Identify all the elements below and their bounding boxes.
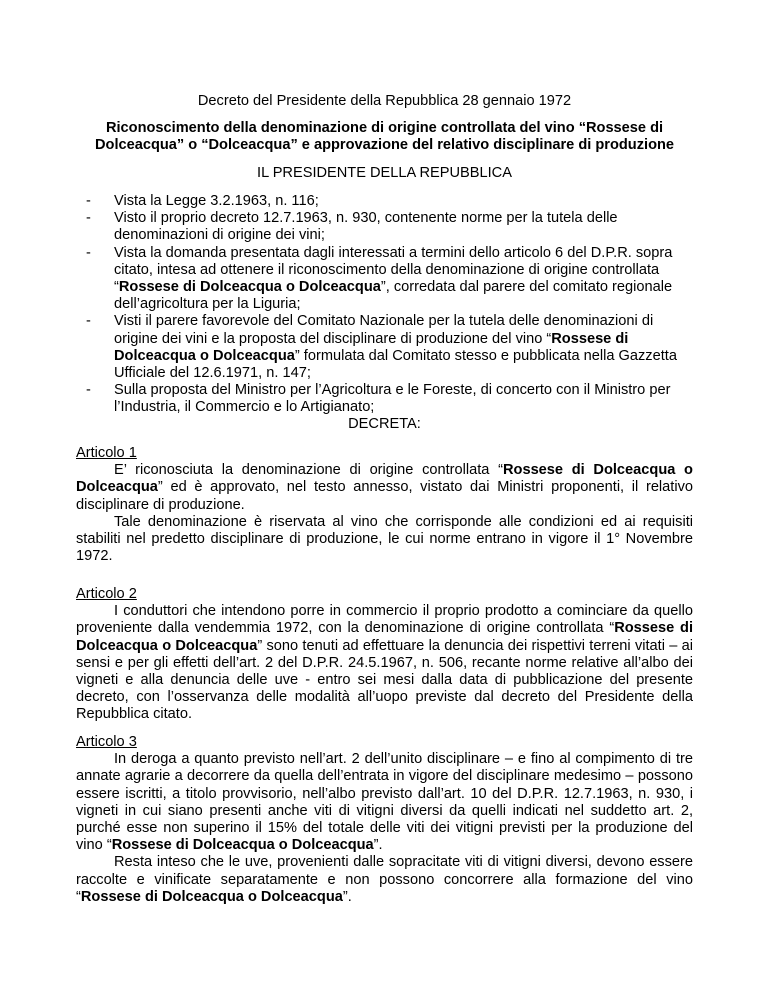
article-paragraph: I conduttori che intendono porre in commercio il proprio prodotto a cominciare da quello proveniente dalla vendemmia 1972, con la denominazione di origine controllata “Rossese di Dolceacqua o Dolceacqua” sono tenuti ad effettuare la denuncia dei rispettivi terreni vitati – ai sensi e per gli effetti dell’art. 2 del D.P.R. 24.5.1967, n. 506, recante norme relative all’albo dei vigneti e alla denuncia delle uve - entro sei mesi dalla data di pubblicazione del presente decreto, con l’osservanza delle modalità all’uopo previste dal decreto del Presidente della Repubblica citato.: [76, 603, 693, 723]
decreta-heading: DECRETA:: [348, 416, 421, 432]
wine-name: Rossese di Dolceacqua o Dolceacqua: [111, 837, 374, 854]
bullet-dash: -: [86, 382, 91, 399]
article-3: [76, 734, 693, 906]
article-1: [76, 445, 693, 565]
decree-date-heading: Decreto del Presidente della Repubblica 28 gennaio 1972: [197, 93, 572, 109]
article-paragraph: Resta inteso che le uve, provenienti dalle sopracitate viti di vitigni diversi, devono essere raccolte e vinificate separatamente e non possono concorrere alla formazione del vino “Rossese di Dolceacqua o Dolceacqua”.: [76, 854, 693, 905]
article-title: Articolo 3: [76, 734, 137, 750]
wine-name: Rossese di Dolceacqua o Dolceacqua: [118, 279, 381, 296]
preamble-item: - Vista la domanda presentata dagli interessati a termini dello articolo 6 del D.P.R. sopra citato, intesa ad ottenere il riconoscimento della denominazione di origine controllata “Rossese di Dolceacqua o Dolceacqua”, corredata dal parere del comitato regionale dell’agricoltura per la Liguria;: [86, 244, 673, 313]
article-title: Articolo 2: [76, 586, 137, 602]
article-paragraph: In deroga a quanto previsto nell’art. 2 dell’unito disciplinare – e fino al compimento di tre annate agrarie a decorrere da quella dell’entrata in vigore del disciplinare medesimo – possono essere iscritti, a titolo provvisorio, nell’albo previsto dall’art. 10 del D.P.R. 12.7.1963, n. 930, i vigneti in cui siano presenti anche viti di vitigni diversi da quelli indicati nel suddetto art. 2, purché esse non superino il 15% del totale delle viti dei vitigni previsti per la produzione del vino “Rossese di Dolceacqua o Dolceacqua”.: [76, 751, 693, 854]
bullet-dash: -: [86, 244, 91, 261]
bullet-dash: -: [86, 313, 91, 330]
wine-name: Rossese di Dolceacqua o Dolceacqua: [76, 620, 693, 654]
preamble-item: - Vista la Legge 3.2.1963, n. 116;: [86, 193, 319, 209]
bullet-dash: -: [86, 193, 91, 209]
article-title: Articolo 1: [76, 445, 137, 461]
wine-name: Rossese di Dolceacqua o Dolceacqua: [80, 888, 343, 905]
decree-title: Riconoscimento della denominazione di origine controllata del vino “Rossese di Dolceacqua” o “Dolceacqua” e approvazione del relativo disciplinare di produzione: [94, 120, 675, 154]
preamble-item: - Sulla proposta del Ministro per l’Agricoltura e le Foreste, di concerto con il Ministro per l’Industria, il Commercio e lo Artigianato;: [86, 382, 671, 416]
president-heading: IL PRESIDENTE DELLA REPUBBLICA: [257, 165, 512, 181]
wine-name: Rossese di Dolceacqua o Dolceacqua: [114, 330, 629, 364]
wine-name: Rossese di Dolceacqua o Dolceacqua: [76, 462, 693, 496]
bullet-dash: -: [86, 210, 91, 227]
article-paragraph: E’ riconosciuta la denominazione di origine controllata “Rossese di Dolceacqua o Dolceacqua” ed è approvato, nel testo annesso, vistato dai Ministri proponenti, il relativo disciplinare di produzione.: [76, 462, 693, 513]
preamble-item: - Visti il parere favorevole del Comitato Nazionale per la tutela delle denominazioni di origine dei vini e la proposta del disciplinare di produzione del vino “Rossese di Dolceacqua o Dolceacqua” formulata dal Comitato stesso e pubblicata nella Gazzetta Ufficiale del 12.6.1971, n. 147;: [86, 313, 677, 382]
article-paragraph: Tale denominazione è riservata al vino che corrisponde alle condizioni ed ai requisiti stabiliti nel predetto disciplinare di produzione, le cui norme entrano in vigore il 1° Novembre 1972.: [76, 513, 693, 565]
preamble-list: [76, 193, 693, 417]
article-2: [76, 586, 693, 724]
preamble-item: - Visto il proprio decreto 12.7.1963, n. 930, contenente norme per la tutela delle denominazioni di origine dei vini;: [86, 210, 618, 244]
